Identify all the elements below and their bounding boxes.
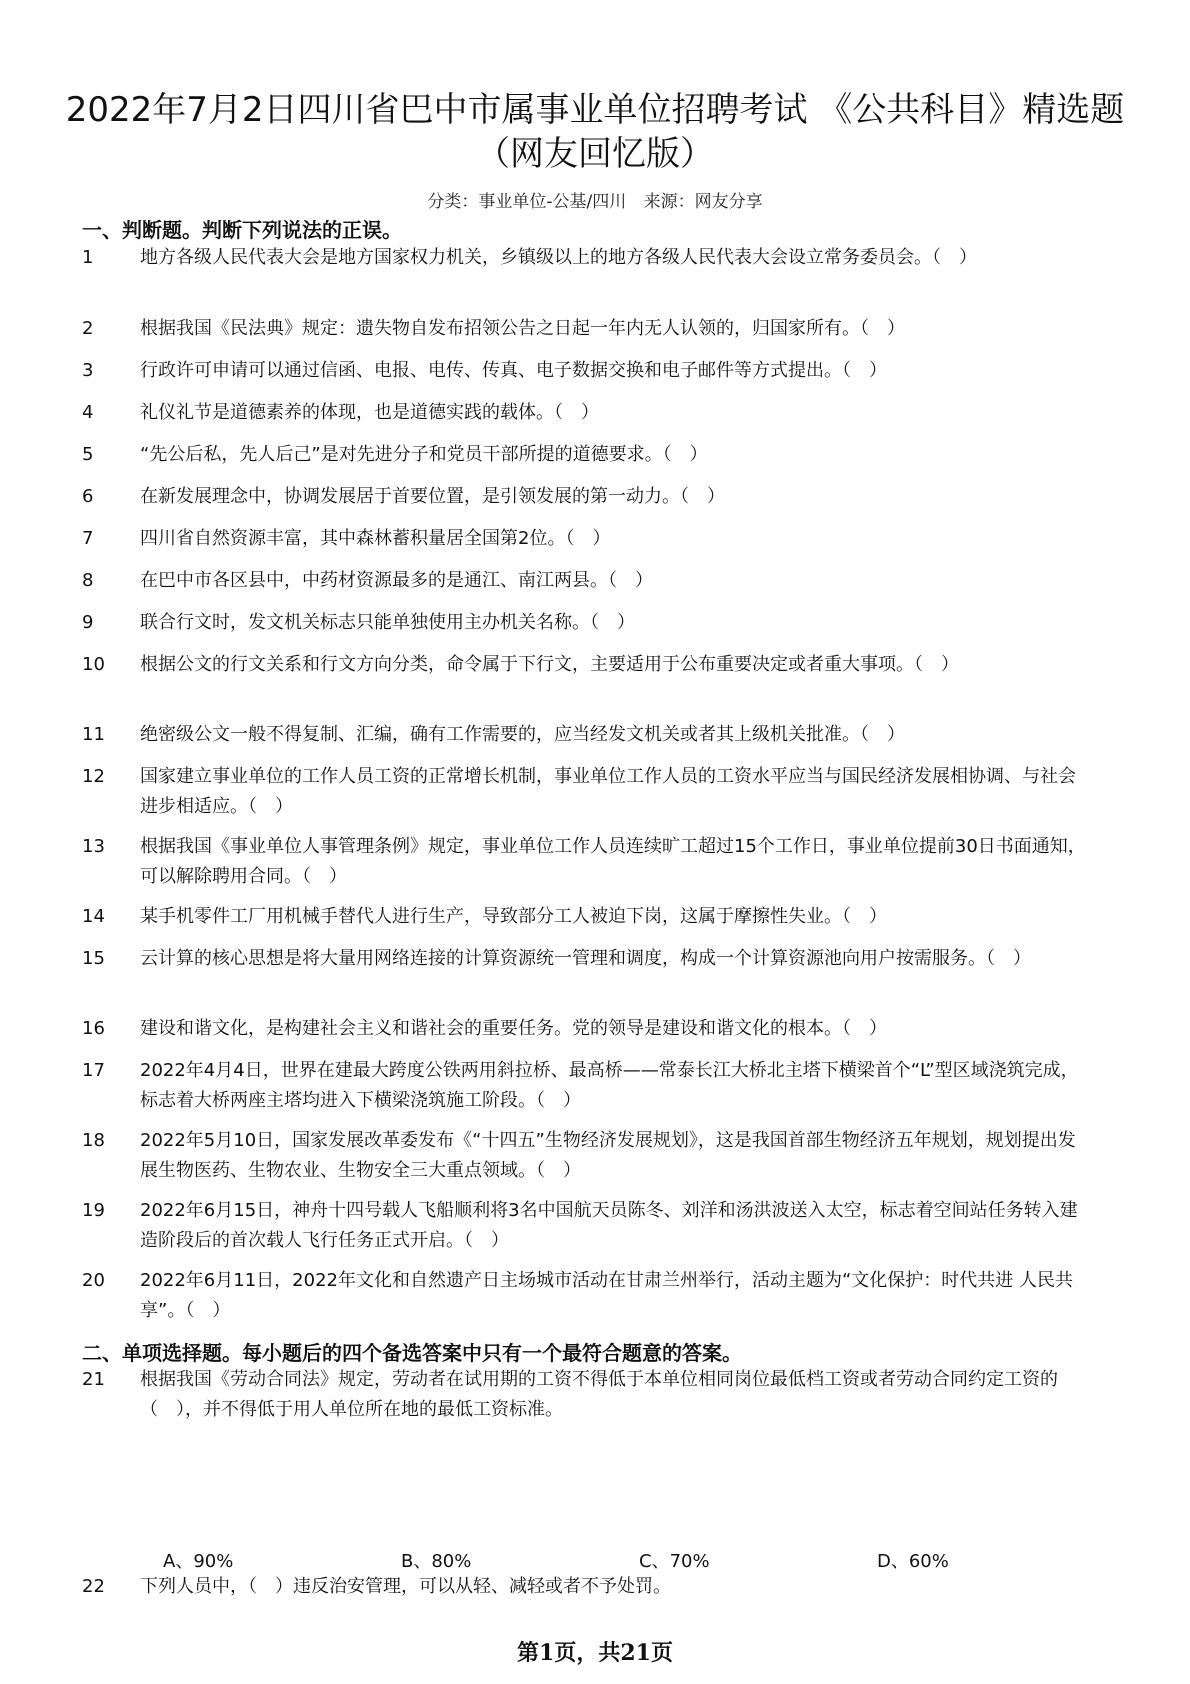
question-item	[82, 356, 1092, 386]
question-item	[82, 762, 1092, 822]
question-number: 5	[82, 444, 94, 465]
question-item	[82, 398, 1092, 428]
question-item	[82, 1196, 1092, 1256]
question-text: 根据我国《事业单位人事管理条例》规定，事业单位工作人员连续旷工超过15个工作日，事业单位提前30日书面通知，可以解除聘用合同。（ ）	[140, 836, 1086, 887]
page-title: 2022年7月2日四川省巴中市属事业单位招聘考试 《公共科目》精选题（网友回忆版）	[65, 90, 1125, 174]
question-number: 11	[82, 724, 105, 745]
question-item	[82, 902, 1092, 932]
option-d: D、60%	[877, 1551, 949, 1572]
question-number: 21	[82, 1369, 105, 1390]
question-number: 3	[82, 360, 94, 381]
question-item	[82, 482, 1092, 512]
question-text: 根据我国《民法典》规定：遗失物自发布招领公告之日起一年内无人认领的，归国家所有。（ ）	[140, 318, 905, 339]
question-item	[82, 440, 1092, 470]
question-text: 四川省自然资源丰富，其中森林蓄积量居全国第2位。（ ）	[140, 528, 611, 549]
question-number: 18	[82, 1130, 105, 1151]
question-text: 建设和谐文化，是构建社会主义和谐社会的重要任务。党的领导是建设和谐文化的根本。（ ）	[140, 1018, 887, 1039]
question-text: 联合行文时，发文机关标志只能单独使用主办机关名称。（ ）	[140, 612, 635, 633]
question-text: 国家建立事业单位的工作人员工资的正常增长机制，事业单位工作人员的工资水平应当与国民经济发展相协调、与社会进步相适应。（ ）	[140, 766, 1076, 817]
question-text: 云计算的核心思想是将大量用网络连接的计算资源统一管理和调度，构成一个计算资源池向用户按需服务。（ ）	[140, 948, 1031, 969]
question-text: 在巴中市各区县中，中药材资源最多的是通江、南江两县。（ ）	[140, 570, 653, 591]
option-a: A、90%	[163, 1551, 234, 1572]
question-text: 绝密级公文一般不得复制、汇编，确有工作需要的，应当经发文机关或者其上级机关批准。（ ）	[140, 724, 905, 745]
document-meta	[0, 187, 1190, 212]
question-text: 根据我国《劳动合同法》规定，劳动者在试用期的工资不得低于本单位相同岗位最低档工资或者劳动合同约定工资的（ ），并不得低于用人单位所在地的最低工资标准。	[140, 1369, 1058, 1420]
question-item	[82, 1572, 1092, 1602]
question-item	[82, 524, 1092, 554]
question-number: 6	[82, 486, 94, 507]
question-text: 2022年5月10日，国家发展改革委发布《“十四五”生物经济发展规划》，这是我国首部生物经济五年规划，规划提出发展生物医药、生物农业、生物安全三大重点领域。（ ）	[140, 1130, 1076, 1181]
question-item	[82, 243, 1092, 273]
source-label: 来源：网友分享	[643, 192, 763, 212]
question-number: 22	[82, 1576, 105, 1597]
question-text: 2022年6月15日，神舟十四号载人飞船顺利将3名中国航天员陈冬、刘洋和汤洪波送入太空，标志着空间站任务转入建造阶段后的首次载人飞行任务正式开启。（ ）	[140, 1200, 1078, 1251]
question-number: 20	[82, 1270, 105, 1291]
question-number: 13	[82, 836, 105, 857]
question-item	[82, 1126, 1092, 1186]
question-number: 10	[82, 654, 105, 675]
question-text: 下列人员中，（ ）违反治安管理，可以从轻、减轻或者不予处罚。	[140, 1576, 671, 1597]
question-number: 8	[82, 570, 94, 591]
question-text: 2022年6月11日，2022年文化和自然遗产日主场城市活动在甘肃兰州举行，活动主题为“文化保护：时代共进 人民共享”。（ ）	[140, 1270, 1074, 1321]
question-number: 2	[82, 318, 94, 339]
question-number: 1	[82, 247, 94, 268]
question-text: 行政许可申请可以通过信函、电报、电传、传真、电子数据交换和电子邮件等方式提出。（ ）	[140, 360, 887, 381]
question-item	[82, 608, 1092, 638]
question-text: 礼仪礼节是道德素养的体现，也是道德实践的载体。（ ）	[140, 402, 599, 423]
question-text: 某手机零件工厂用机械手替代人进行生产，导致部分工人被迫下岗，这属于摩擦性失业。（ ）	[140, 906, 887, 927]
category-label: 分类：事业单位-公基/四川	[427, 192, 627, 212]
option-c: C、70%	[639, 1551, 710, 1572]
question-number: 15	[82, 948, 105, 969]
question-item	[82, 1056, 1092, 1116]
question-number: 17	[82, 1060, 105, 1081]
question-text: “先公后私，先人后己”是对先进分子和党员干部所提的道德要求。（ ）	[140, 444, 708, 465]
question-item	[82, 1365, 1092, 1425]
question-item	[82, 650, 1092, 680]
question-number: 9	[82, 612, 94, 633]
question-item	[82, 566, 1092, 596]
question-number: 14	[82, 906, 105, 927]
question-text: 2022年4月4日，世界在建最大跨度公铁两用斜拉桥、最高桥——常泰长江大桥北主塔下横梁首个“L”型区域浇筑完成，标志着大桥两座主塔均进入下横梁浇筑施工阶段。（ ）	[140, 1060, 1079, 1111]
question-text: 在新发展理念中，协调发展居于首要位置，是引领发展的第一动力。（ ）	[140, 486, 725, 507]
section-heading-true-false: 一、判断题。判断下列说法的正误。	[82, 218, 402, 242]
question-item	[82, 314, 1092, 344]
question-number: 12	[82, 766, 105, 787]
page-footer: 第1页，共21页	[517, 1640, 673, 1666]
question-item	[82, 944, 1092, 974]
option-b: B、80%	[401, 1551, 472, 1572]
question-number: 16	[82, 1018, 105, 1039]
question-number: 19	[82, 1200, 105, 1221]
question-number: 7	[82, 528, 94, 549]
question-item	[82, 720, 1092, 750]
question-text: 地方各级人民代表大会是地方国家权力机关，乡镇级以上的地方各级人民代表大会设立常务委员会。（ ）	[140, 247, 977, 268]
question-item	[82, 1014, 1092, 1044]
question-item	[82, 832, 1092, 892]
question-item	[82, 1266, 1092, 1326]
question-number: 4	[82, 402, 94, 423]
section-heading-single-choice: 二、单项选择题。每小题后的四个备选答案中只有一个最符合题意的答案。	[82, 1341, 742, 1365]
question-text: 根据公文的行文关系和行文方向分类，命令属于下行文，主要适用于公布重要决定或者重大事项。（ ）	[140, 654, 959, 675]
